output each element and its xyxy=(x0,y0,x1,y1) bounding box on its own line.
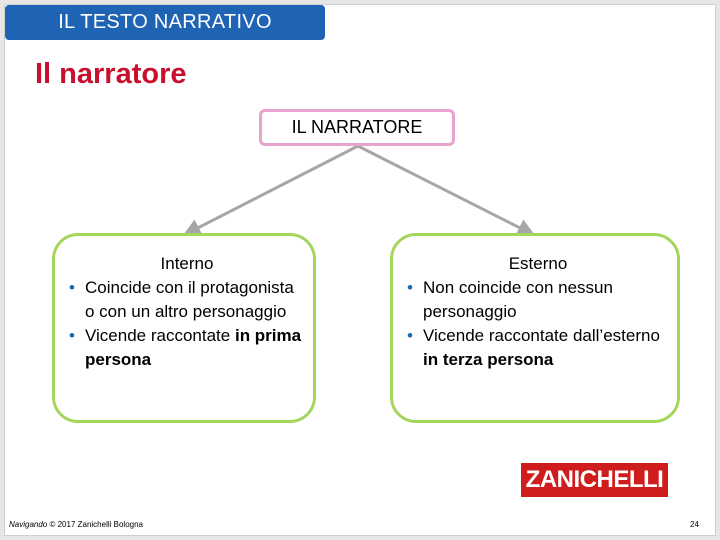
bullet-text: Vicende raccontate xyxy=(85,326,235,345)
connector-left xyxy=(188,146,358,233)
node-esterno-bullet xyxy=(407,276,669,324)
copyright-text: © 2017 Zanichelli Bologna xyxy=(47,520,143,529)
node-interno-bullet xyxy=(69,276,305,324)
root-node: IL NARRATORE xyxy=(259,109,455,146)
bullet-text: Non coincide con nessun personaggio xyxy=(423,278,613,321)
bullet-dot: • xyxy=(407,278,413,297)
book-title: Navigando xyxy=(9,520,48,529)
footer-credit xyxy=(9,520,143,529)
publisher-logo: ZANICHELLI xyxy=(521,463,668,497)
node-interno xyxy=(52,233,316,423)
bullet-emphasis: in terza persona xyxy=(423,350,554,369)
node-esterno-heading: Esterno xyxy=(508,254,568,273)
bullet-dot: • xyxy=(407,326,413,345)
bullet-emphasis: in prima persona xyxy=(85,326,302,369)
node-interno-heading: Interno xyxy=(160,254,214,273)
bullet-dot: • xyxy=(69,326,75,345)
node-esterno-bullet xyxy=(407,324,669,372)
node-esterno xyxy=(390,233,680,423)
section-banner: IL TESTO NARRATIVO xyxy=(5,5,325,40)
node-interno-bullet xyxy=(69,324,305,372)
bullet-text: Coincide con il protagonista o con un altro personaggio xyxy=(85,278,294,321)
connector-right xyxy=(358,146,530,233)
page-title: Il narratore xyxy=(35,58,187,90)
page-number: 24 xyxy=(690,520,699,529)
bullet-text: Vicende raccontate dall’esterno xyxy=(423,326,660,345)
bullet-dot: • xyxy=(69,278,75,297)
